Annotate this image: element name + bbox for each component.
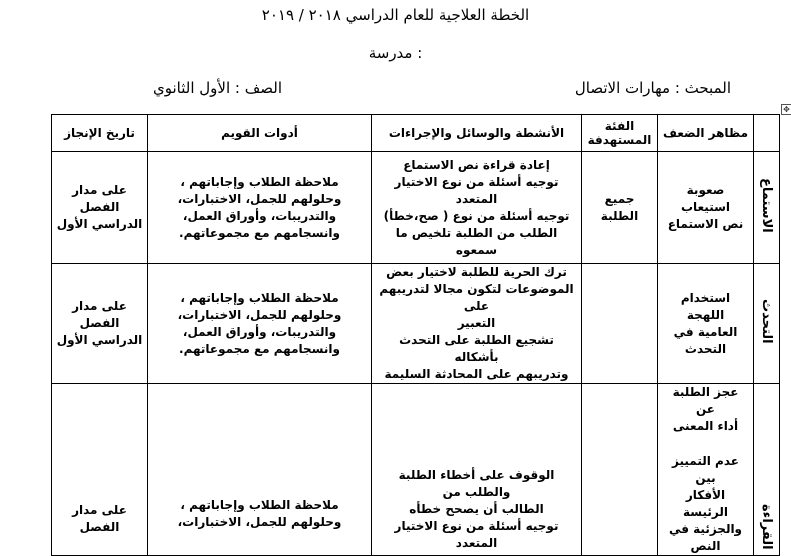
- cell-line: وتدريبهم على المحادثة السليمة: [384, 367, 569, 381]
- weakness-cell: [658, 384, 754, 556]
- cell-line: على مدار: [72, 299, 127, 313]
- cell-line: جميع: [604, 191, 635, 206]
- cell-line: أداء المعنى: [672, 419, 739, 433]
- cell-line: إعادة قراءة نص الاستماع: [403, 157, 550, 172]
- assessment-cell: [148, 384, 372, 556]
- cell-line: الطلب من الطلبة تلخيص ما سمعوه: [395, 225, 558, 257]
- cell-line: ترك الحرية للطلبة لاختيار بعض: [386, 265, 567, 279]
- header-activities: الأنشطة والوسائل والإجراءات: [372, 115, 582, 152]
- cell-line: وانسجامهم مع مجموعاتهم.: [179, 341, 340, 356]
- cell-line: الفصل: [79, 316, 120, 330]
- cell-line: ملاحظة الطلاب وإجاباتهم ،: [180, 174, 339, 189]
- page-title: الخطة العلاجية للعام الدراسي ٢٠١٨ / ٢٠١٩: [261, 6, 530, 24]
- target-cell: [582, 384, 658, 556]
- cell-line: الدراسي الأول: [56, 217, 143, 231]
- cell-line: توجيه أسئلة من نوع الاختيار المتعدد: [394, 174, 559, 206]
- header-skill: [754, 115, 780, 152]
- activities-cell: [372, 264, 582, 384]
- cell-line: الدراسي الأول: [56, 333, 143, 347]
- cell-line: الطلبة: [600, 208, 639, 223]
- skill-label: القراءة: [759, 504, 774, 550]
- assessment-cell: [148, 152, 372, 264]
- table-row: [52, 384, 780, 556]
- table-row: [52, 264, 780, 384]
- table-header-row: [52, 115, 780, 152]
- cell-line: وحلولهم للجمل، الاختبارات،: [177, 191, 342, 206]
- header-date: تاريخ الإنجاز: [52, 115, 148, 152]
- cell-line: نص الاستماع: [667, 217, 744, 231]
- cell-line: الأفكار الرئيسة: [683, 488, 728, 519]
- skill-cell: [754, 152, 780, 264]
- remedial-plan-table: [51, 114, 780, 556]
- cell-line: الفصل: [79, 200, 120, 214]
- header-weakness: مظاهر الضعف: [658, 115, 754, 152]
- cell-line: على مدار: [72, 183, 127, 197]
- cell-line: وحلولهم للجمل، الاختبارات،: [177, 514, 342, 529]
- cell-line: صعوبة استيعاب: [680, 183, 731, 214]
- cell-line: ملاحظة الطلاب وإجاباتهم ،: [180, 290, 339, 305]
- target-cell: [582, 152, 658, 264]
- cell-line: والجزئية في النص: [668, 522, 743, 553]
- date-cell: [52, 152, 148, 264]
- cell-line: ملاحظة الطلاب وإجاباتهم ،: [180, 497, 339, 512]
- cell-line: التعبير: [457, 316, 496, 330]
- cell-line: والتدريبات، وأوراق العمل،: [182, 208, 337, 223]
- cell-line: عدم التمييز بين: [672, 454, 739, 485]
- cell-line: توجيه أسئلة من نوع ( صح،خطأ): [383, 208, 570, 223]
- cell-line: الفصل: [79, 520, 120, 534]
- assessment-cell: [148, 264, 372, 384]
- date-cell: [52, 264, 148, 384]
- activities-cell: [372, 152, 582, 264]
- activities-cell: [372, 384, 582, 556]
- cell-line: توجيه أسئلة من نوع الاختيار المتعدد: [394, 519, 559, 550]
- table-row: [52, 152, 780, 264]
- skill-label: التحدث: [759, 298, 774, 344]
- cell-line: تشجيع الطلبة على التحدث بأشكاله: [399, 333, 554, 364]
- cell-line: الموضوعات لتكون مجالا لتدريبهم على: [379, 282, 574, 313]
- cell-line: استخدام اللهجة: [680, 290, 731, 322]
- cell-line: وحلولهم للجمل، الاختبارات،: [177, 307, 342, 322]
- cell-line: الوقوف على أخطاء الطلبة والطلب من: [398, 468, 555, 499]
- skill-cell: [754, 264, 780, 384]
- header-assessment: أدوات القويم: [148, 115, 372, 152]
- cell-line: على مدار: [72, 503, 127, 517]
- skill-cell: [754, 384, 780, 556]
- table-move-handle-icon[interactable]: ✥: [781, 104, 791, 115]
- cell-line: الطالب أن يصحح خطأه: [409, 502, 544, 516]
- weakness-cell: [658, 152, 754, 264]
- cell-line: العامية في التحدث: [673, 324, 738, 356]
- grade-label: الصف : الأول الثانوي: [153, 79, 282, 97]
- weakness-cell: [658, 264, 754, 384]
- subject-label: المبحث : مهارات الاتصال: [574, 79, 731, 97]
- date-cell: [52, 384, 148, 556]
- header-target: الفئة المستهدفة: [582, 115, 658, 152]
- school-label: مدرسة :: [368, 44, 423, 62]
- cell-line: وانسجامهم مع مجموعاتهم.: [179, 225, 340, 240]
- cell-line: عجز الطلبة عن: [672, 385, 739, 416]
- skill-label: الاستماع: [759, 177, 774, 233]
- target-cell: [582, 264, 658, 384]
- cell-line: والتدريبات، وأوراق العمل،: [182, 324, 337, 339]
